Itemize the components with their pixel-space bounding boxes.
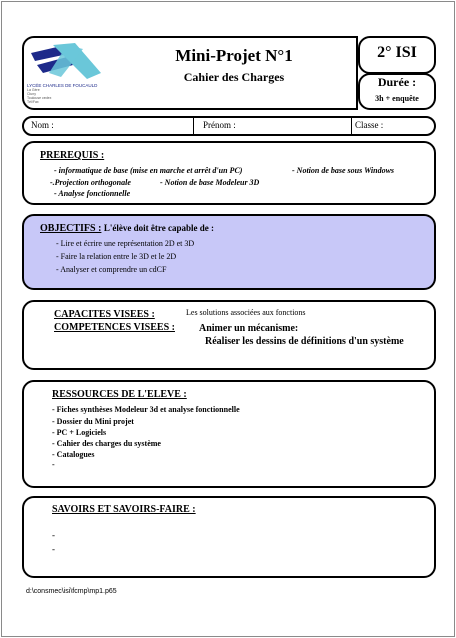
ressources-item-2: - Dossier du Mini projet [52,417,134,426]
file-path: d:\consmec\isi\fcmp\mp1.p65 [26,588,117,595]
school-line-4: Tél/Fax [27,100,39,104]
classe-field[interactable]: Classe : [355,120,384,130]
prerequis-item-3: -.Projection orthogonale [50,178,131,187]
identity-divider-1 [193,116,194,136]
savoirs-item-2: - [52,544,55,554]
school-name: LYCÉE CHARLES DE FOUCAULD [27,83,98,88]
ressources-title: RESSOURCES DE L'ELEVE : [52,389,187,400]
ressources-item-1: - Fiches synthèses Modeleur 3d et analyse fonctionnelle [52,405,240,414]
ressources-item-5: - Catalogues [52,450,95,459]
competence-2: Réaliser les dessins de définitions d'un système [205,336,404,347]
objectifs-intro: L'élève doit être capable de : [103,223,214,233]
ressources-item-3: - PC + Logiciels [52,428,107,437]
ressources-item-6: - [52,460,55,469]
school-line-1: La Gère [27,88,40,92]
objectifs-item-2: - Faire la relation entre le 3D et le 2D [56,252,177,261]
identity-divider-2 [351,116,352,136]
school-logo [27,43,109,103]
duration-label: Durée : [377,75,417,89]
page-title: Mini-Projet N°1 [175,46,293,65]
class-label: 2° ISI [377,44,417,61]
prerequis-title: PREREQUIS : [40,150,105,161]
savoirs-item-1: - [52,530,55,540]
capacites-title: CAPACITES VISEES : [54,309,155,320]
competence-1: Animer un mécanisme: [199,323,299,334]
nom-field[interactable]: Nom : [31,120,54,130]
duration-value: 3h + enquête [375,94,419,103]
school-line-2: Cluny [27,92,36,96]
school-line-3: Toulouse cedex [27,96,52,100]
prenom-field[interactable]: Prénom : [203,120,236,130]
capacites-value: Les solutions associées aux fonctions [186,308,306,317]
prerequis-item-2: - Notion de base sous Windows [292,166,395,175]
prerequis-item-5: - Analyse fonctionnelle [54,189,131,198]
objectifs-heading: OBJECTIFS : [40,223,102,234]
objectifs-item-1: - Lire et écrire une représentation 2D et 3D [56,239,195,248]
prerequis-item-4: - Notion de base Modeleur 3D [160,178,260,187]
page-subtitle: Cahier des Charges [183,70,285,84]
objectifs-item-3: - Analyser et comprendre un cdCF [56,265,167,274]
prerequis-item-1: - informatique de base (mise en marche et arrêt d'un PC) [54,166,243,175]
ressources-item-4: - Cahier des charges du système [52,439,161,448]
logo-emblem-icon [27,43,109,83]
savoirs-title: SAVOIRS ET SAVOIRS-FAIRE : [52,504,196,515]
objectifs-title [40,223,214,234]
competences-title: COMPETENCES VISEES : [54,322,175,333]
